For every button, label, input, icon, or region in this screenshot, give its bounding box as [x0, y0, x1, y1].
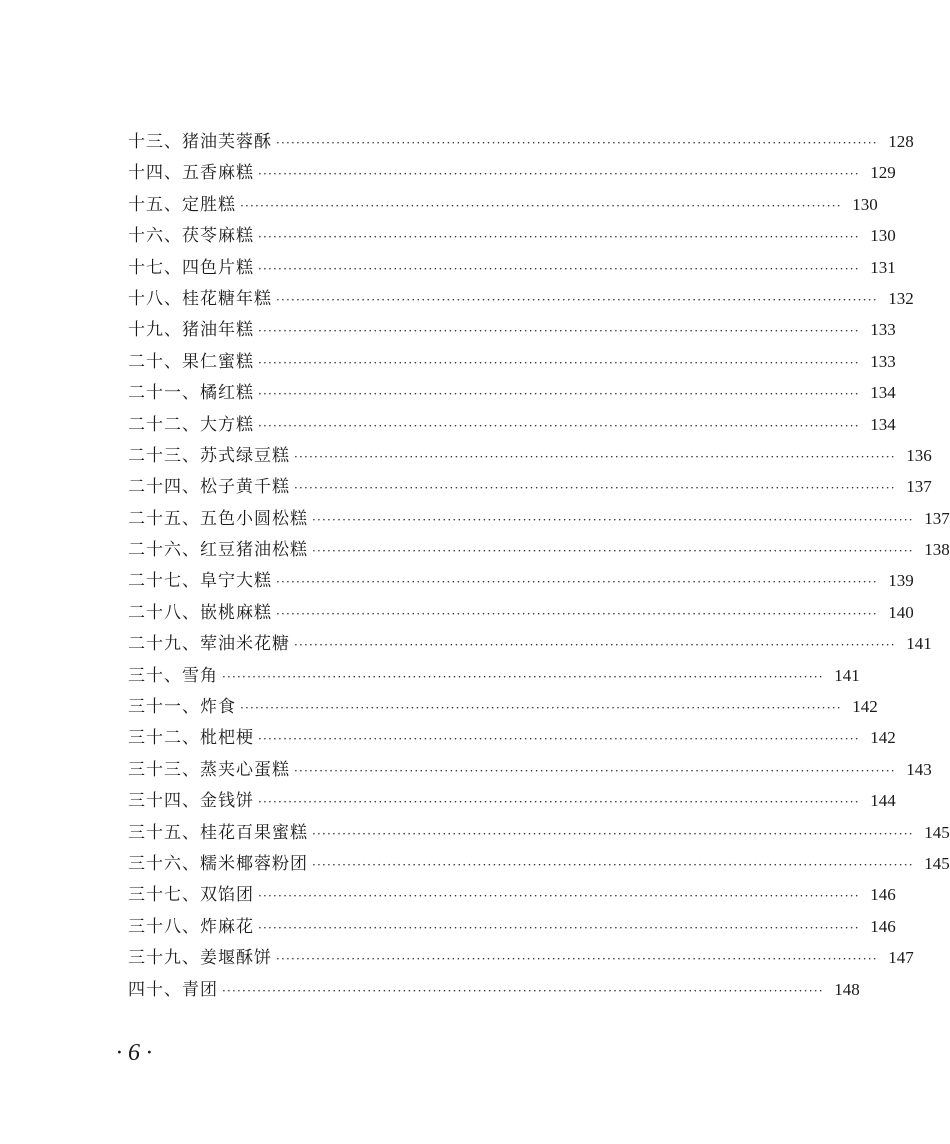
toc-entry — [128, 314, 896, 345]
toc-entry — [128, 346, 896, 377]
dot-leader: ························································································································ — [258, 387, 860, 402]
toc-entry-page: 147 — [888, 948, 914, 968]
dot-leader: ························································································································ — [294, 638, 896, 653]
toc-entry-title: 二十三、苏式绿豆糕 — [128, 445, 290, 466]
dot-leader: ························································································································ — [258, 261, 860, 276]
toc-entry-page: 134 — [870, 383, 896, 403]
toc-entry — [128, 189, 878, 220]
toc-entry-page: 131 — [870, 257, 896, 277]
toc-entry — [128, 471, 932, 502]
toc-entry — [128, 942, 914, 973]
dot-leader: ························································································································ — [258, 418, 860, 433]
toc-entry-title: 三十三、蒸夹心蛋糕 — [128, 759, 290, 780]
toc-entry — [128, 974, 860, 1005]
toc-entry-page: 128 — [888, 132, 914, 151]
toc-entry-title: 二十七、阜宁大糕 — [128, 571, 272, 592]
dot-leader: ························································································································ — [258, 230, 860, 245]
toc-entry-title: 四十、青团 — [128, 979, 218, 1000]
toc-entry — [128, 126, 914, 157]
toc-entry-title: 三十七、双馅团 — [128, 885, 254, 906]
dot-leader: ························································································································ — [312, 857, 914, 872]
dot-leader: ························································································································ — [276, 575, 878, 590]
dot-leader: ························································································································ — [276, 292, 878, 307]
toc-entry-title: 三十、雪角 — [128, 665, 218, 686]
toc-entry-page: 130 — [852, 194, 878, 214]
toc-entry-title: 二十一、橘红糕 — [128, 383, 254, 404]
toc-entry-page: 138 — [924, 540, 950, 560]
toc-entry-page: 142 — [870, 728, 896, 748]
dot-leader: ························································································································ — [258, 732, 860, 747]
toc-entry-page: 132 — [888, 288, 914, 308]
toc-entry-page: 146 — [870, 885, 896, 905]
toc-entry-page: 133 — [870, 351, 896, 371]
toc-entry-title: 二十六、红豆猪油松糕 — [128, 540, 308, 561]
dot-leader: ························································································································ — [294, 763, 896, 778]
toc-entry-title: 十四、五香麻糕 — [128, 163, 254, 184]
dot-leader: ························································································································ — [312, 512, 914, 527]
toc-entry-page: 134 — [870, 414, 896, 434]
dot-leader: ························································································································ — [240, 198, 842, 213]
toc-entry-page: 146 — [870, 916, 896, 936]
toc-entry-title: 三十五、桂花百果蜜糕 — [128, 822, 308, 843]
dot-leader: ························································································································ — [276, 952, 878, 967]
toc-entry — [128, 785, 896, 816]
toc-entry — [128, 283, 914, 314]
toc-entry-title: 十九、猪油年糕 — [128, 320, 254, 341]
toc-entry — [128, 911, 896, 942]
toc-entry — [128, 691, 878, 722]
toc-entry-title: 三十六、糯米椰蓉粉团 — [128, 853, 308, 874]
toc-entry-title: 三十八、炸麻花 — [128, 916, 254, 937]
toc-entry-page: 133 — [870, 320, 896, 340]
toc-entry-title: 十八、桂花糖年糕 — [128, 288, 272, 309]
toc-entry — [128, 660, 860, 691]
dot-leader: ························································································································ — [294, 481, 896, 496]
page-number: · 6 · — [116, 1040, 152, 1066]
toc-entry-page: 142 — [852, 697, 878, 717]
dot-leader: ························································································································ — [312, 826, 914, 841]
toc-entry-title: 二十九、荤油米花糖 — [128, 634, 290, 655]
toc-entry-title: 三十一、炸食 — [128, 697, 236, 718]
toc-entry-page: 137 — [906, 477, 932, 497]
toc-entry-page: 145 — [924, 822, 950, 842]
toc-entry — [128, 157, 896, 188]
toc-entry-page: 141 — [906, 634, 932, 654]
toc-entry — [128, 534, 950, 565]
toc-entry — [128, 409, 896, 440]
toc-entry-page: 141 — [834, 665, 860, 685]
dot-leader: ························································································································ — [294, 449, 896, 464]
toc-entry — [128, 440, 932, 471]
toc-entry — [128, 377, 896, 408]
toc-entry-page: 139 — [888, 571, 914, 591]
toc-entry-title: 十三、猪油芙蓉酥 — [128, 132, 272, 152]
dot-leader: ························································································································ — [258, 355, 860, 370]
toc-entry — [128, 628, 932, 659]
dot-leader: ························································································································ — [276, 136, 878, 150]
dot-leader: ························································································································ — [276, 606, 878, 621]
dot-leader: ························································································································ — [258, 167, 860, 182]
toc-entry-title: 十七、四色片糕 — [128, 257, 254, 278]
toc-entry — [128, 597, 914, 628]
toc-entry-title: 三十九、姜堰酥饼 — [128, 948, 272, 969]
toc-entry-page: 148 — [834, 979, 860, 999]
toc-entry — [128, 252, 896, 283]
toc-entry — [128, 754, 932, 785]
toc-entry-title: 十五、定胜糕 — [128, 194, 236, 215]
dot-leader: ························································································································ — [258, 324, 860, 339]
table-of-contents — [128, 126, 950, 1005]
toc-entry-page: 144 — [870, 791, 896, 811]
toc-entry — [128, 565, 914, 596]
toc-entry-page: 129 — [870, 163, 896, 183]
toc-entry-title: 二十五、五色小圆松糕 — [128, 508, 308, 529]
toc-entry-title: 十六、茯苓麻糕 — [128, 226, 254, 247]
dot-leader: ························································································································ — [258, 795, 860, 810]
toc-entry — [128, 879, 896, 910]
toc-entry — [128, 722, 896, 753]
toc-entry-page: 143 — [906, 759, 932, 779]
dot-leader: ························································································································ — [258, 920, 860, 935]
toc-entry-title: 三十二、枇杷梗 — [128, 728, 254, 749]
toc-entry-title: 二十、果仁蜜糕 — [128, 351, 254, 372]
dot-leader: ························································································································ — [240, 701, 842, 716]
toc-entry — [128, 817, 950, 848]
toc-entry-title: 二十八、嵌桃麻糕 — [128, 602, 272, 623]
toc-entry — [128, 848, 950, 879]
dot-leader: ························································································································ — [312, 544, 914, 559]
dot-leader: ························································································································ — [222, 983, 824, 998]
toc-entry — [128, 503, 950, 534]
dot-leader: ························································································································ — [258, 889, 860, 904]
toc-entry — [128, 220, 896, 251]
toc-entry-page: 140 — [888, 602, 914, 622]
dot-leader: ························································································································ — [222, 669, 824, 684]
toc-entry-page: 136 — [906, 445, 932, 465]
toc-entry-title: 三十四、金钱饼 — [128, 791, 254, 812]
toc-entry-page: 130 — [870, 226, 896, 246]
toc-entry-title: 二十四、松子黄千糕 — [128, 477, 290, 498]
toc-entry-page: 145 — [924, 853, 950, 873]
toc-entry-title: 二十二、大方糕 — [128, 414, 254, 435]
toc-entry-page: 137 — [924, 508, 950, 528]
